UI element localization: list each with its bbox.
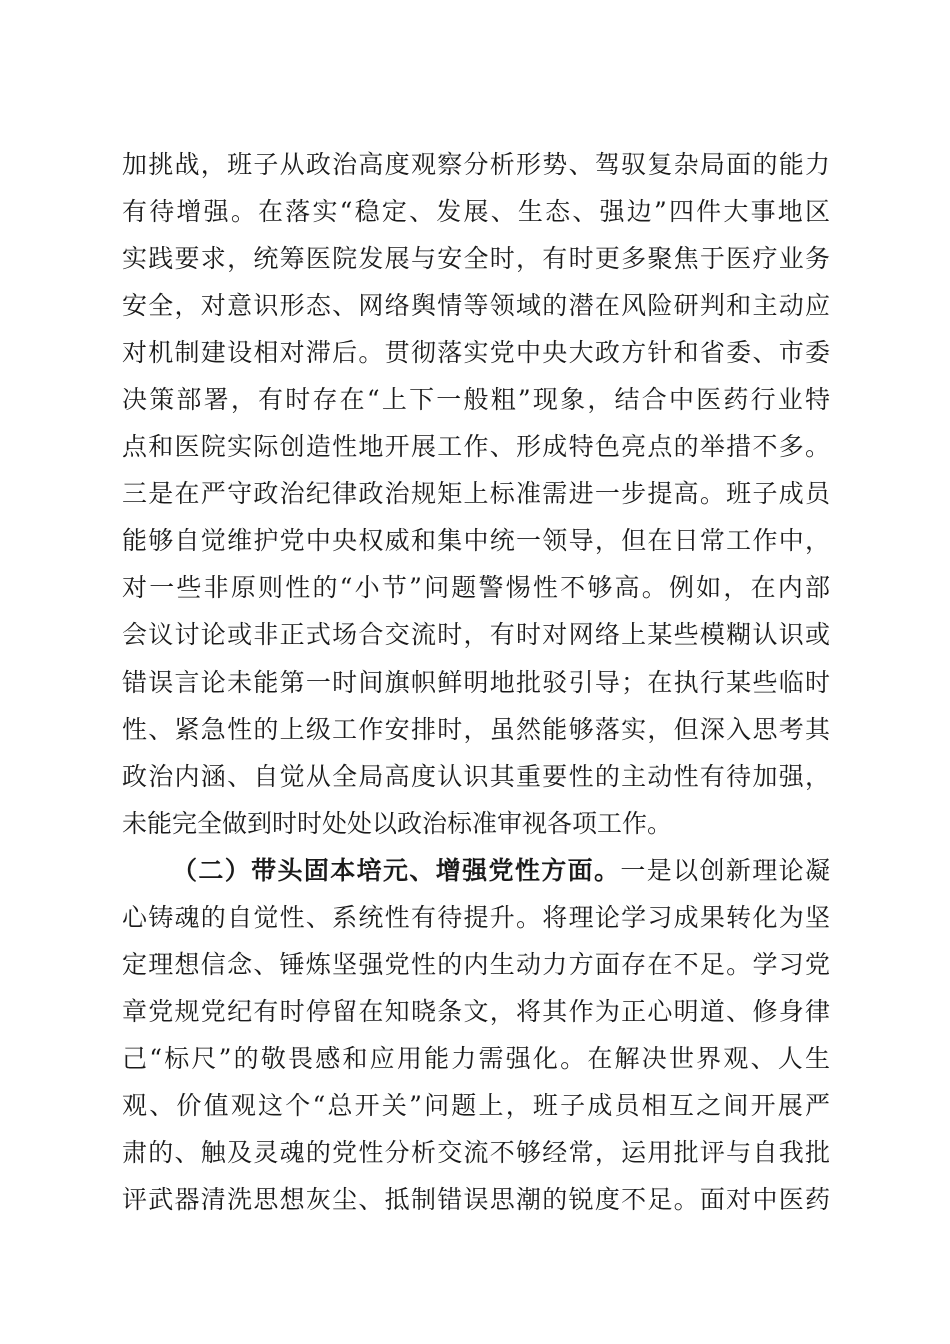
- body-text: [122, 141, 830, 1223]
- text-line: 章党规党纪有时停留在知晓条文，将其作为正心明道、修身律: [122, 996, 830, 1026]
- text-line: 肃的、触及灵魂的党性分析交流不够经常，运用批评与自我批: [122, 1137, 830, 1167]
- text-run: 一是以创新理论凝: [620, 855, 830, 885]
- text-line: 决策部署，有时存在“上下一般粗”现象，结合中医药行业特: [122, 385, 830, 415]
- section-heading-line: [122, 847, 830, 894]
- text-line: 对机制建设相对滞后。贯彻落实党中央大政方针和省委、市委: [122, 338, 830, 368]
- text-line: 三是在严守政治纪律政治规矩上标准需进一步提高。班子成员: [122, 479, 830, 509]
- text-line: 错误言论未能第一时间旗帜鲜明地批驳引导；在执行某些临时: [122, 667, 830, 697]
- text-line: 心铸魂的自觉性、系统性有待提升。将理论学习成果转化为坚: [122, 902, 830, 932]
- text-line: 定理想信念、锤炼坚强党性的内生动力方面存在不足。学习党: [122, 949, 830, 979]
- text-line: 有待增强。在落实“稳定、发展、生态、强边”四件大事地区: [122, 197, 830, 227]
- text-line: 己“标尺”的敬畏感和应用能力需强化。在解决世界观、人生: [122, 1043, 830, 1073]
- text-line: 对一些非原则性的“小节”问题警惕性不够高。例如，在内部: [122, 573, 830, 603]
- text-line: 观、价值观这个“总开关”问题上，班子成员相互之间开展严: [122, 1090, 830, 1120]
- text-line: 性、紧急性的上级工作安排时，虽然能够落实，但深入思考其: [122, 714, 830, 744]
- text-line: 加挑战，班子从政治高度观察分析形势、驾驭复杂局面的能力: [122, 150, 830, 179]
- text-line: 未能完全做到时时处处以政治标准审视各项工作。: [122, 808, 673, 838]
- text-line: 能够自觉维护党中央权威和集中统一领导，但在日常工作中，: [122, 526, 830, 556]
- text-line: 安全，对意识形态、网络舆情等领域的潜在风险研判和主动应: [122, 291, 830, 321]
- section-heading: （二）带头固本培元、增强党性方面。: [172, 855, 621, 885]
- text-line: 点和医院实际创造性地开展工作、形成特色亮点的举措不多。: [122, 432, 830, 462]
- text-line: 会议讨论或非正式场合交流时，有时对网络上某些模糊认识或: [122, 620, 830, 650]
- text-line: 实践要求，统筹医院发展与安全时，有时更多聚焦于医疗业务: [122, 244, 830, 274]
- text-line: 政治内涵、自觉从全局高度认识其重要性的主动性有待加强，: [122, 761, 830, 791]
- text-line: 评武器清洗思想灰尘、抵制错误思潮的锐度不足。面对中医药: [122, 1185, 830, 1215]
